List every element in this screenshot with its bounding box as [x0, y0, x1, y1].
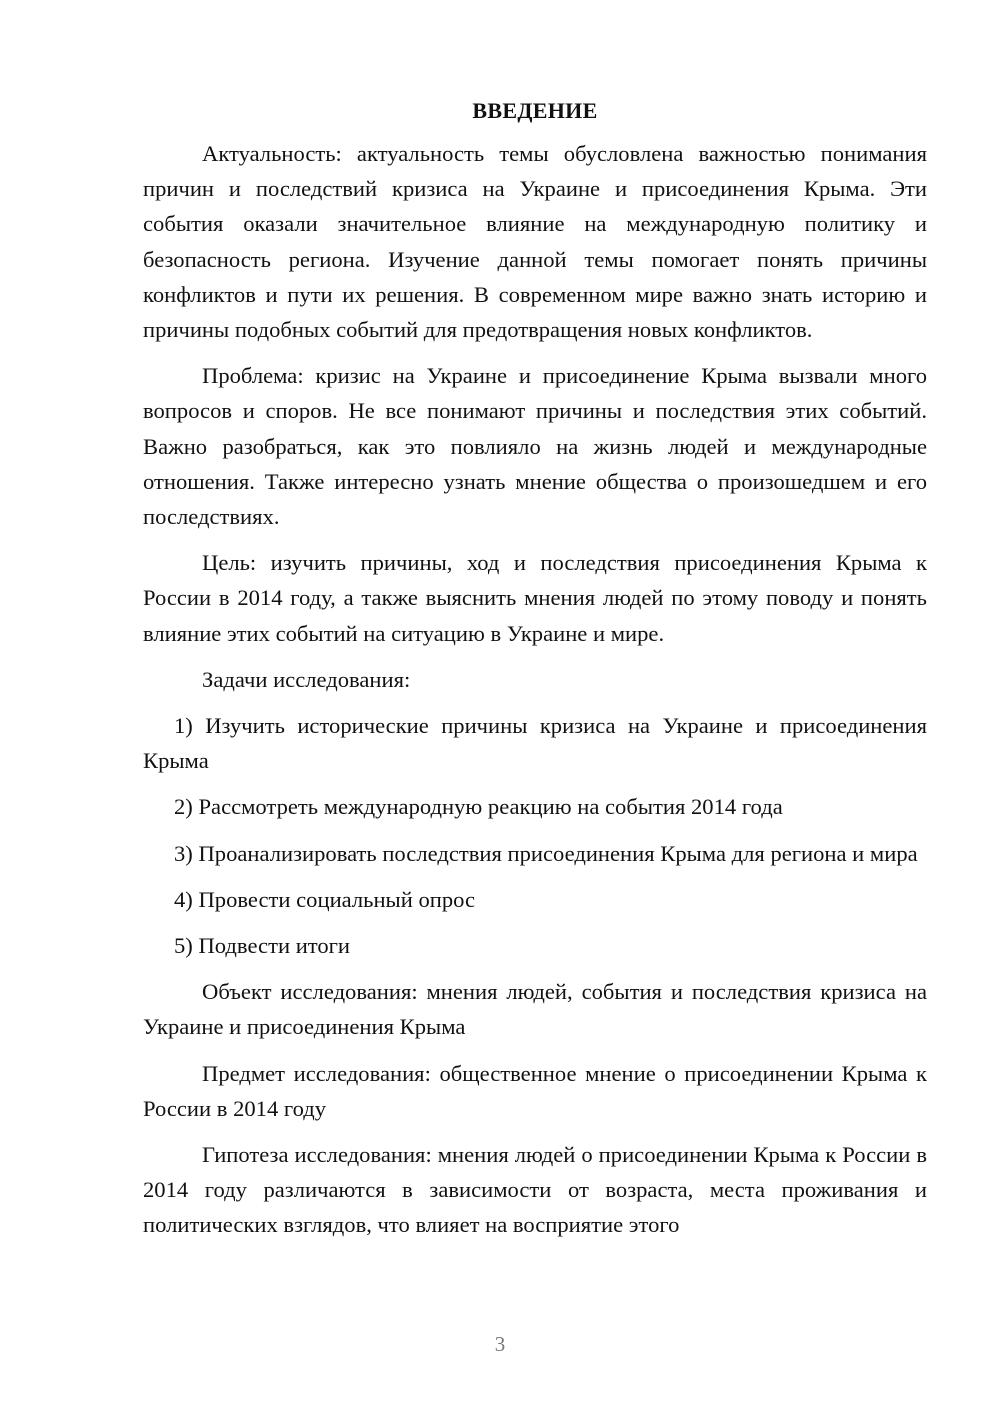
paragraph-subject: Предмет исследования: общественное мнение о присоединении Крыма к России в 2014 году: [143, 1060, 927, 1121]
paragraph-problem: Проблема: кризис на Украине и присоединение Крыма вызвали много вопросов и споров. Не все понимают причины и последствия этих событий. Важно разобраться, как это повлияло на жизнь людей и международные отношения. Также интересно узнать мнение общества о произошедшем и его последствиях.: [143, 363, 927, 530]
page-number: 3: [494, 1332, 506, 1356]
paragraph-tasks-title: Задачи исследования:: [202, 666, 411, 692]
task-item-3: 3) Проанализировать последствия присоединения Крыма для региона и мира: [174, 840, 918, 866]
paragraph-hypothesis: Гипотеза исследования: мнения людей о присоединении Крыма к России в 2014 году различаются в зависимости от возраста, места проживания и политических взглядов, что влияет на восприятие этого: [143, 1142, 927, 1238]
paragraph-goal: Цель: изучить причины, ход и последствия присоединения Крыма к России в 2014 году, а также выяснить мнения людей по этому поводу и понять влияние этих событий на ситуацию в Украине и мире.: [143, 550, 927, 646]
paragraph-relevance: Актуальность: актуальность темы обусловлена важностью понимания причин и последствий кризиса на Украине и присоединения Крыма. Эти события оказали значительное влияние на международную политику и безопасность региона. Изучение данной темы помогает понять причины конфликтов и пути их решения. В современном мире важно знать историю и причины подобных событий для предотвращения новых конфликтов.: [143, 141, 927, 343]
task-item-2: 2) Рассмотреть международную реакцию на события 2014 года: [174, 794, 783, 820]
document-page: [143, 96, 927, 1254]
task-item-5: 5) Подвести итоги: [174, 933, 351, 959]
task-item-1: 1) Изучить исторические причины кризиса на Украине и присоединения Крыма: [143, 713, 927, 774]
paragraph-object: Объект исследования: мнения людей, события и последствия кризиса на Украине и присоединения Крыма: [143, 979, 927, 1040]
section-heading: ВВЕДЕНИЕ: [472, 98, 598, 123]
task-item-4: 4) Провести социальный опрос: [174, 886, 476, 912]
